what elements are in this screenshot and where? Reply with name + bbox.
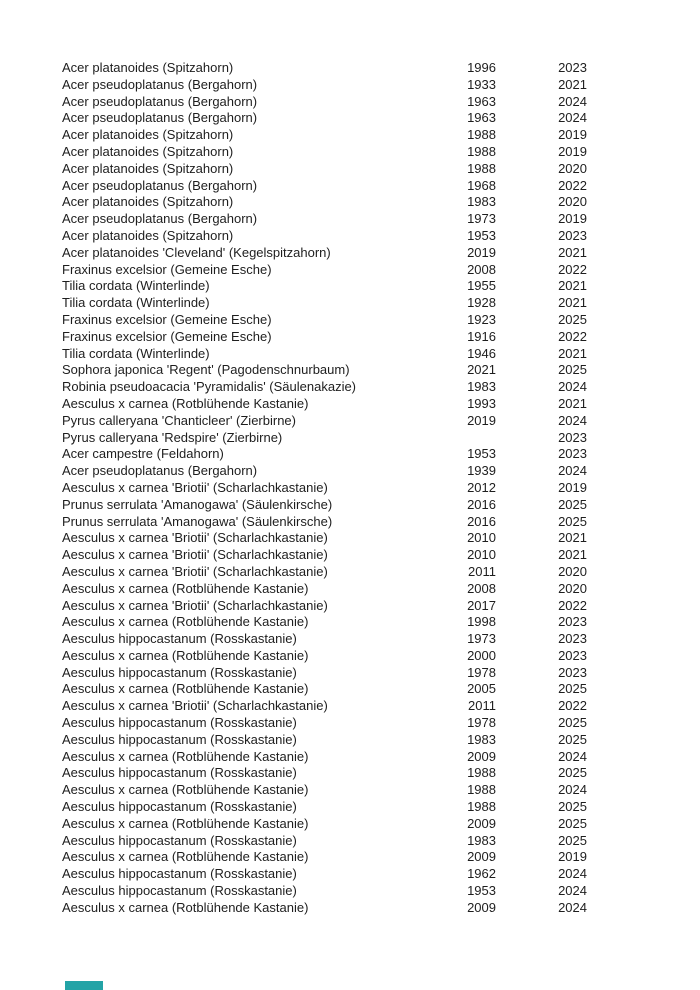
year-value-2: 2024 [558,748,587,764]
table-row [62,799,587,816]
year-value-2: 2025 [558,496,587,512]
table-row [62,547,587,564]
year-value-1: 1923 [467,311,496,327]
year-value-1: 1953 [467,883,496,899]
table-row [62,598,587,615]
year-value-2: 2025 [558,681,587,697]
species-name: Tilia cordata (Winterlinde) [62,295,210,311]
species-name: Aesculus x carnea (Rotblühende Kastanie) [62,395,309,411]
table-row [62,765,587,782]
year-value-2: 2024 [558,412,587,428]
year-value-1: 1963 [467,110,496,126]
table-row [62,749,587,766]
species-name: Aesculus hippocastanum (Rosskastanie) [62,799,297,815]
year-value-2: 2022 [558,597,587,613]
year-value-1: 2009 [467,849,496,865]
year-value-2: 2024 [558,883,587,899]
year-value-1: 1998 [467,614,496,630]
species-name: Aesculus hippocastanum (Rosskastanie) [62,715,297,731]
table-row [62,329,587,346]
year-value-1: 1988 [467,782,496,798]
species-name: Aesculus x carnea 'Briotii' (Scharlachkastanie) [62,698,328,714]
year-value-1: 1946 [467,345,496,361]
species-name: Fraxinus excelsior (Gemeine Esche) [62,311,272,327]
species-name: Robinia pseudoacacia 'Pyramidalis' (Säulenakazie) [62,379,357,395]
year-value-2: 2019 [558,849,587,865]
table-row [62,530,587,547]
year-value-2: 2025 [558,362,587,378]
species-name: Aesculus x carnea 'Briotii' (Scharlachkastanie) [62,597,328,613]
year-value-1: 1988 [467,799,496,815]
year-value-2: 2019 [558,211,587,227]
year-value-2: 2025 [558,513,587,529]
species-name: Acer pseudoplatanus (Bergahorn) [62,177,258,193]
year-value-1: 1953 [467,446,496,462]
species-name: Pyrus calleryana 'Chanticleer' (Zierbirne) [62,412,296,428]
species-name: Prunus serrulata 'Amanogawa' (Säulenkirsche) [62,496,333,512]
table-row [62,178,587,195]
table-row [62,564,587,581]
year-value-1: 2005 [467,681,496,697]
year-value-2: 2024 [558,379,587,395]
species-name: Prunus serrulata 'Amanogawa' (Säulenkirsche) [62,513,333,529]
year-value-2: 2023 [558,664,587,680]
year-value-2: 2025 [558,765,587,781]
year-value-1: 1978 [467,715,496,731]
species-name: Acer platanoides (Spitzahorn) [62,194,234,210]
species-name: Aesculus x carnea (Rotblühende Kastanie) [62,748,309,764]
species-name: Aesculus x carnea (Rotblühende Kastanie) [62,647,309,663]
species-name: Aesculus x carnea (Rotblühende Kastanie) [62,614,309,630]
table-row [62,262,587,279]
year-value-2: 2024 [558,110,587,126]
year-value-2: 2022 [558,177,587,193]
table-row [62,77,587,94]
year-value-2: 2021 [558,278,587,294]
table-row [62,463,587,480]
table-row [62,312,587,329]
year-value-1: 2009 [467,815,496,831]
table-row [62,245,587,262]
year-value-2: 2025 [558,815,587,831]
year-value-1: 1973 [467,631,496,647]
table-row [62,665,587,682]
year-value-1: 1955 [467,278,496,294]
year-value-1: 2008 [467,261,496,277]
table-row [62,295,587,312]
year-value-2: 2021 [558,547,587,563]
species-name: Acer platanoides (Spitzahorn) [62,127,234,143]
year-value-2: 2023 [558,429,587,445]
species-name: Acer campestre (Feldahorn) [62,446,224,462]
table-row [62,194,587,211]
year-value-2: 2025 [558,799,587,815]
table-row [62,346,587,363]
year-value-2: 2022 [558,261,587,277]
table-row [62,228,587,245]
year-value-1: 1988 [467,143,496,159]
year-value-2: 2025 [558,832,587,848]
year-value-1: 2017 [467,597,496,613]
species-name: Sophora japonica 'Regent' (Pagodenschnurbaum) [62,362,350,378]
year-value-1: 2011 [468,563,496,579]
year-value-2: 2020 [558,160,587,176]
year-value-1: 1996 [467,60,496,75]
species-name: Fraxinus excelsior (Gemeine Esche) [62,261,272,277]
species-name: Pyrus calleryana 'Redspire' (Zierbirne) [62,429,283,445]
table-row [62,681,587,698]
year-value-2: 2023 [558,227,587,243]
table-row [62,144,587,161]
year-value-1: 1963 [467,93,496,109]
table-row [62,161,587,178]
year-value-1: 1988 [467,765,496,781]
year-value-2: 2022 [558,698,587,714]
year-value-2: 2021 [558,244,587,260]
year-value-1: 1939 [467,463,496,479]
species-name: Aesculus hippocastanum (Rosskastanie) [62,664,297,680]
species-name: Aesculus x carnea (Rotblühende Kastanie) [62,782,309,798]
year-value-2: 2023 [558,614,587,630]
year-value-2: 2019 [558,143,587,159]
table-row [62,497,587,514]
table-row [62,110,587,127]
species-name: Aesculus x carnea (Rotblühende Kastanie) [62,681,309,697]
species-name: Aesculus x carnea (Rotblühende Kastanie) [62,580,309,596]
table-row [62,362,587,379]
year-value-1: 2000 [467,647,496,663]
table-row [62,446,587,463]
year-value-1: 1988 [467,127,496,143]
year-value-2: 2021 [558,395,587,411]
species-name: Aesculus x carnea (Rotblühende Kastanie) [62,849,309,865]
table-row [62,127,587,144]
table-row [62,396,587,413]
species-name: Acer platanoides (Spitzahorn) [62,60,234,75]
year-value-1: 1953 [467,227,496,243]
year-value-2: 2020 [558,580,587,596]
year-value-1: 2009 [467,748,496,764]
species-name: Tilia cordata (Winterlinde) [62,278,210,294]
species-name: Aesculus hippocastanum (Rosskastanie) [62,731,297,747]
species-name: Acer pseudoplatanus (Bergahorn) [62,463,258,479]
table-row [62,866,587,883]
year-value-2: 2025 [558,731,587,747]
table-row [62,60,587,77]
species-name: Acer pseudoplatanus (Bergahorn) [62,110,258,126]
species-name: Acer platanoides (Spitzahorn) [62,160,234,176]
table-row [62,816,587,833]
species-name: Aesculus hippocastanum (Rosskastanie) [62,883,297,899]
year-value-2: 2020 [558,563,587,579]
species-name: Acer platanoides (Spitzahorn) [62,227,234,243]
year-value-1: 2016 [467,496,496,512]
year-value-1: 2016 [467,513,496,529]
year-value-2: 2019 [558,479,587,495]
year-value-1: 1916 [467,328,496,344]
year-value-2: 2021 [558,76,587,92]
year-value-2: 2022 [558,328,587,344]
species-name: Aesculus hippocastanum (Rosskastanie) [62,765,297,781]
species-name: Aesculus hippocastanum (Rosskastanie) [62,866,297,882]
year-value-1: 1933 [467,76,496,92]
table-row [62,900,587,917]
table-row [62,732,587,749]
year-value-2: 2024 [558,866,587,882]
species-name: Acer pseudoplatanus (Bergahorn) [62,93,258,109]
table-row [62,94,587,111]
species-name: Aesculus x carnea 'Briotii' (Scharlachkastanie) [62,479,328,495]
table-row [62,698,587,715]
table-row [62,715,587,732]
table-row [62,514,587,531]
year-value-1: 1928 [467,295,496,311]
year-value-1: 1962 [467,866,496,882]
table-row [62,581,587,598]
year-value-2: 2025 [558,311,587,327]
year-value-2: 2023 [558,60,587,75]
tree-table [62,60,587,917]
year-value-1: 1968 [467,177,496,193]
year-value-2: 2020 [558,194,587,210]
table-row [62,278,587,295]
table-row [62,379,587,396]
year-value-2: 2024 [558,93,587,109]
year-value-1: 2010 [467,530,496,546]
table-row [62,430,587,447]
species-name: Acer pseudoplatanus (Bergahorn) [62,211,258,227]
species-name: Fraxinus excelsior (Gemeine Esche) [62,328,272,344]
year-value-1: 2009 [467,899,496,915]
table-row [62,883,587,900]
table-row [62,211,587,228]
species-name: Aesculus x carnea 'Briotii' (Scharlachkastanie) [62,530,328,546]
year-value-2: 2024 [558,782,587,798]
year-value-2: 2023 [558,647,587,663]
species-name: Acer platanoides 'Cleveland' (Kegelspitzahorn) [62,244,331,260]
table-row [62,480,587,497]
table-row [62,614,587,631]
year-value-2: 2019 [558,127,587,143]
species-name: Acer pseudoplatanus (Bergahorn) [62,76,258,92]
year-value-2: 2024 [558,463,587,479]
year-value-2: 2024 [558,899,587,915]
year-value-1: 2019 [467,244,496,260]
year-value-1: 1978 [467,664,496,680]
species-name: Aesculus x carnea 'Briotii' (Scharlachkastanie) [62,547,328,563]
species-name: Aesculus x carnea (Rotblühende Kastanie) [62,815,309,831]
year-value-1: 2021 [467,362,496,378]
year-value-1: 1983 [467,194,496,210]
year-value-1: 1983 [467,379,496,395]
species-name: Acer platanoides (Spitzahorn) [62,143,234,159]
table-row [62,833,587,850]
species-name: Aesculus x carnea (Rotblühende Kastanie) [62,899,309,915]
year-value-1: 2012 [467,479,496,495]
year-value-1: 1993 [467,395,496,411]
year-value-1: 2011 [468,698,496,714]
species-name: Aesculus hippocastanum (Rosskastanie) [62,631,297,647]
year-value-1: 1988 [467,160,496,176]
table-row [62,849,587,866]
year-value-2: 2023 [558,446,587,462]
page-bottom-accent-bar [65,981,103,990]
species-name: Tilia cordata (Winterlinde) [62,345,210,361]
year-value-2: 2021 [558,530,587,546]
year-value-2: 2021 [558,295,587,311]
table-row [62,648,587,665]
year-value-1: 1973 [467,211,496,227]
table-row [62,413,587,430]
year-value-1: 2010 [467,547,496,563]
year-value-2: 2021 [558,345,587,361]
year-value-1: 2008 [467,580,496,596]
table-row [62,631,587,648]
year-value-2: 2025 [558,715,587,731]
year-value-1: 1983 [467,832,496,848]
species-name: Aesculus hippocastanum (Rosskastanie) [62,832,297,848]
year-value-1: 1983 [467,731,496,747]
species-name: Aesculus x carnea 'Briotii' (Scharlachkastanie) [62,563,328,579]
table-row [62,782,587,799]
year-value-1: 2019 [467,412,496,428]
year-value-2: 2023 [558,631,587,647]
